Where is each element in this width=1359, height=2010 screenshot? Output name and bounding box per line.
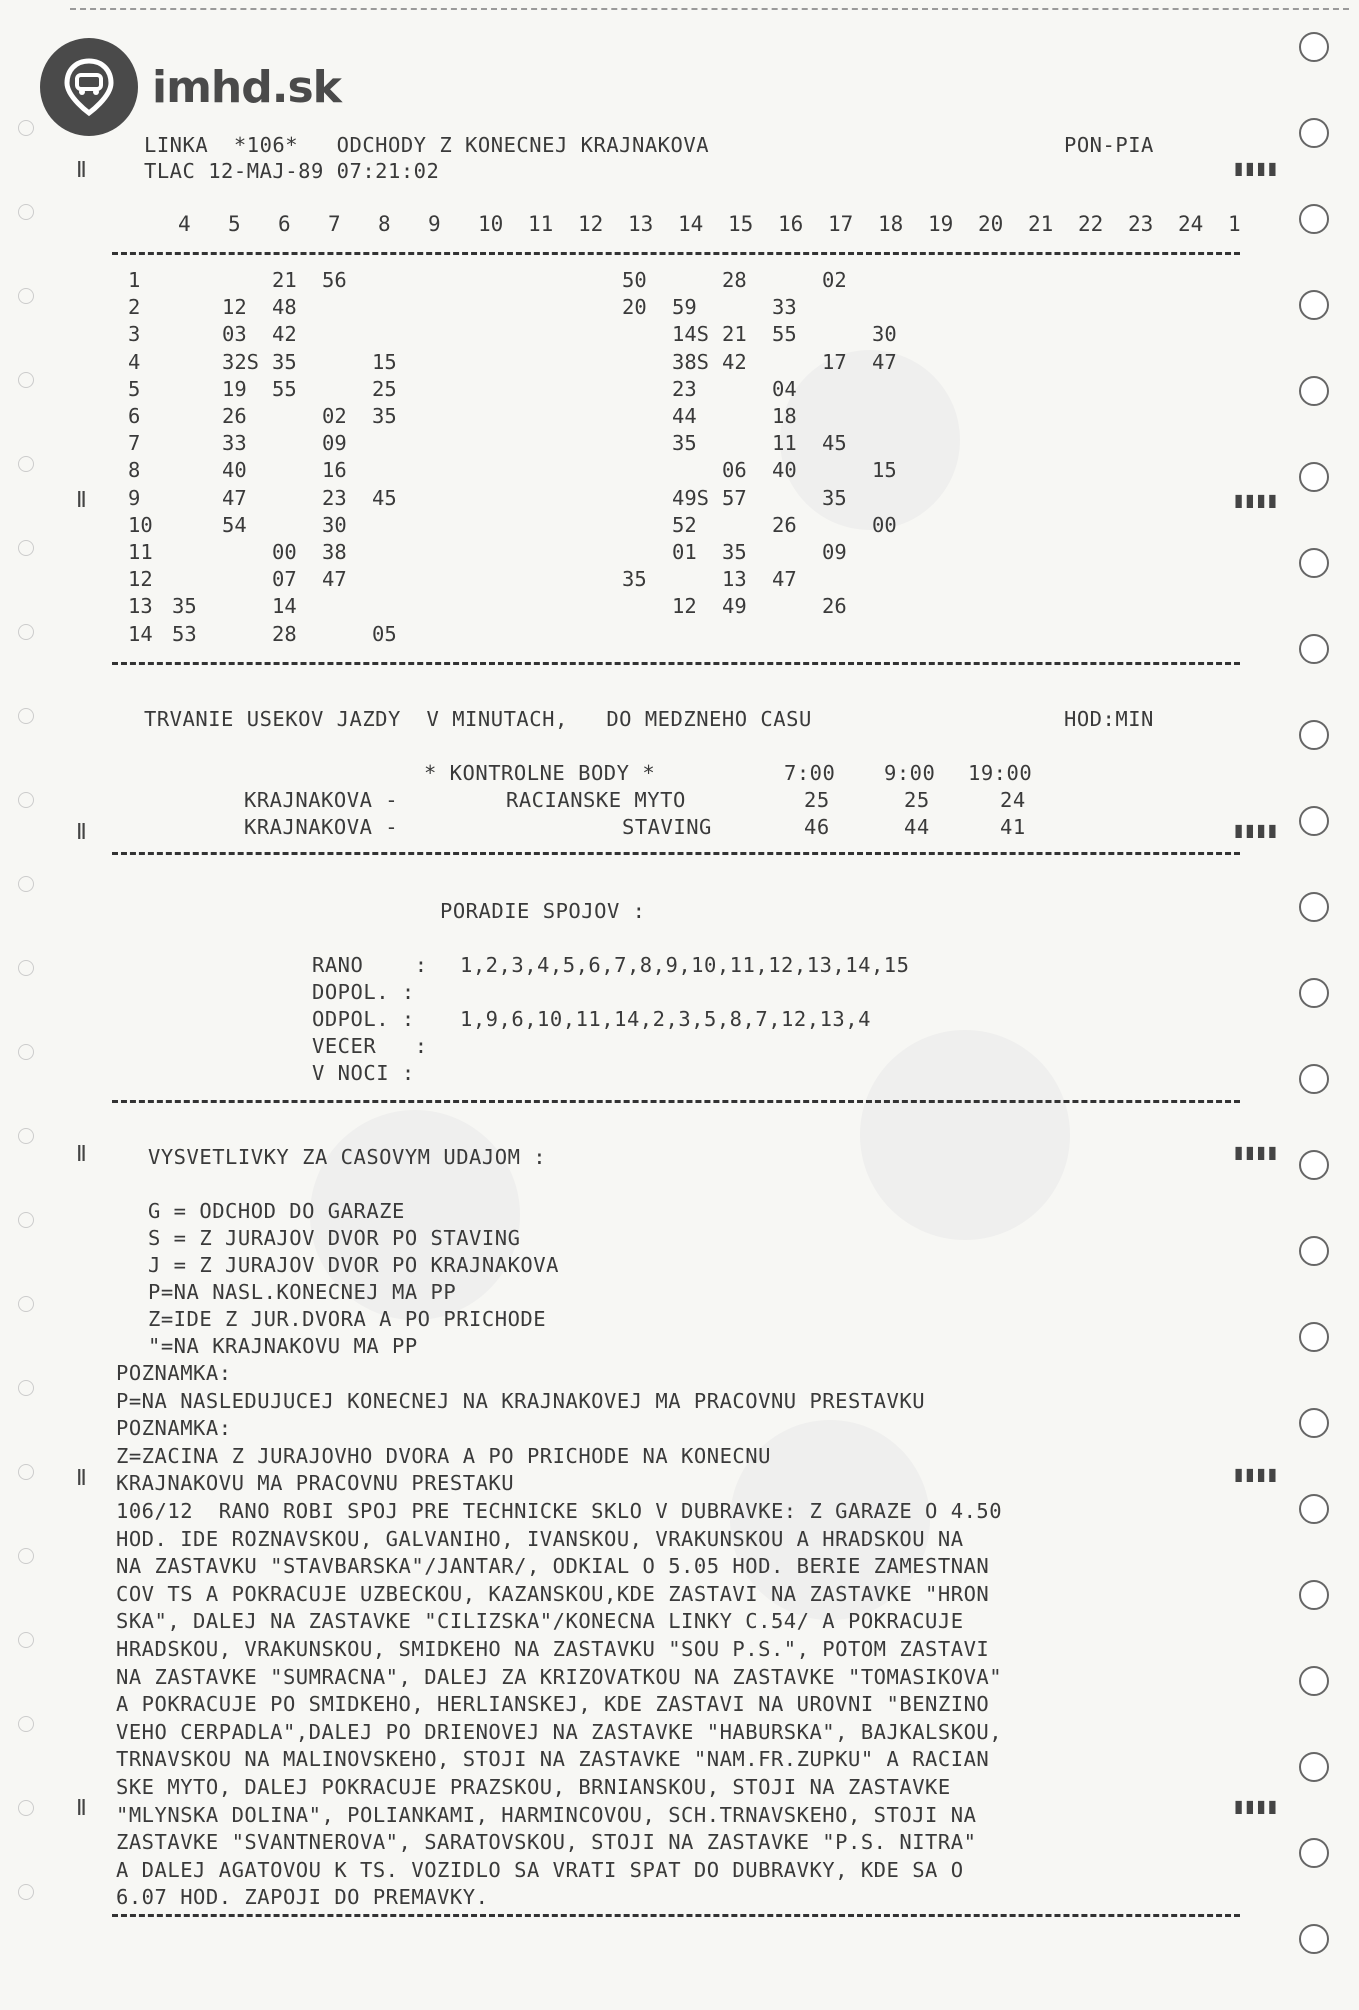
durations-unit: HOD:MIN xyxy=(1064,707,1154,731)
departure-minute: 49S xyxy=(672,485,710,510)
departure-minute: 17 xyxy=(822,349,847,374)
departure-minute: 05 xyxy=(372,621,397,646)
departure-minute: 26 xyxy=(772,512,797,537)
departure-minute: 47 xyxy=(322,567,347,592)
order-value: 1,2,3,4,5,6,7,8,9,10,11,12,13,14,15 xyxy=(460,953,910,977)
departure-minute: 14S xyxy=(672,322,710,347)
remark-line: SKA", DALEJ NA ZASTAVKE "CILIZSKA"/KONECNA LINKY C.54/ A POKRACUJE xyxy=(116,1609,964,1634)
divider xyxy=(112,252,1240,255)
departure-minute: 18 xyxy=(772,404,797,428)
remark-line: HOD. IDE ROZNAVSKOU, GALVANIHO, IVANSKOU, VRAKUNSKOU A HRADSKOU NA xyxy=(116,1526,964,1551)
remark-line: COV TS A POKRACUJE UZBECKOU, KAZANSKOU,KDE ZASTAVI NA ZASTAVKE "HRON xyxy=(116,1581,990,1606)
departure-minute: 02 xyxy=(322,404,347,428)
remark-line: 106/12 RANO ROBI SPOJ PRE TECHNICKE SKLO V DUBRAVKE: Z GARAZE O 4.50 xyxy=(116,1499,1003,1523)
hour-label: 15 xyxy=(728,212,754,236)
departure-minute: 45 xyxy=(822,431,847,456)
order-label: ODPOL. : xyxy=(312,1007,415,1031)
departure-grid xyxy=(112,212,1241,646)
divider xyxy=(112,852,1240,855)
binding-mark: Ⅱ xyxy=(76,1466,85,1491)
binding-mark: ▮▮▮▮ xyxy=(1232,488,1277,513)
divider xyxy=(112,1100,1240,1103)
binding-mark: Ⅱ xyxy=(76,820,85,845)
header-days: PON-PIA xyxy=(1064,133,1154,157)
hour-label: 24 xyxy=(1178,212,1204,236)
departure-minute: 47 xyxy=(222,485,247,510)
departure-minute: 56 xyxy=(322,268,347,292)
segment-to: RACIANSKE MYTO xyxy=(506,788,686,812)
departure-minute: 42 xyxy=(722,349,747,374)
departure-minute: 35 xyxy=(372,404,397,428)
departure-minute: 35 xyxy=(672,431,697,456)
departure-minute: 33 xyxy=(222,431,247,456)
departure-minute: 04 xyxy=(772,376,797,401)
departure-minute: 06 xyxy=(722,458,747,483)
departure-minute: 20 xyxy=(622,295,647,320)
remark-line: "MLYNSKA DOLINA", POLIANKAMI, HARMINCOVOU, SCH.TRNAVSKEHO, STOJI NA xyxy=(116,1802,977,1827)
departure-minute: 15 xyxy=(372,349,397,374)
departure-minute: 14 xyxy=(272,594,297,619)
segment-value: 25 xyxy=(904,788,930,812)
remark-line: A DALEJ AGATOVOU K TS. VOZIDLO SA VRATI SPAT DO DUBRAVKY, KDE SA O xyxy=(116,1857,964,1882)
departure-minute: 33 xyxy=(772,295,797,320)
tractor-feed-holes xyxy=(1299,32,1331,2010)
departure-minute: 15 xyxy=(872,458,897,483)
legend-item: "=NA KRAJNAKOVU MA PP xyxy=(148,1334,418,1358)
hour-label: 18 xyxy=(878,212,904,236)
run-number: 9 xyxy=(128,485,141,510)
time-col-1: 9:00 xyxy=(884,761,936,785)
legend-item: J = Z JURAJOV DVOR PO KRAJNAKOVA xyxy=(148,1253,559,1277)
segment-from: KRAJNAKOVA - xyxy=(244,788,399,812)
segment-value: 24 xyxy=(1000,788,1026,812)
binding-mark: Ⅱ xyxy=(76,158,85,183)
departure-minute: 11 xyxy=(772,431,797,456)
run-number: 5 xyxy=(128,376,141,401)
segment-from: KRAJNAKOVA - xyxy=(244,815,399,839)
departure-minute: 35 xyxy=(172,594,197,619)
remark-line: NA ZASTAVKU "STAVBARSKA"/JANTAR/, ODKIAL O 5.05 HOD. BERIE ZAMESTNAN xyxy=(116,1554,990,1579)
remark-line: ZASTAVKE "SVANTNEROVA", SARATOVSKOU, STOJI NA ZASTAVKE "P.S. NITRA" xyxy=(116,1830,977,1855)
departure-minute: 25 xyxy=(372,376,397,401)
departure-minute: 50 xyxy=(622,268,647,292)
hour-label: 13 xyxy=(628,212,654,236)
segment-value: 25 xyxy=(804,788,830,812)
hour-label: 5 xyxy=(228,212,241,236)
departure-minute: 30 xyxy=(322,512,347,537)
hour-label: 17 xyxy=(828,212,854,236)
departure-minute: 45 xyxy=(372,485,397,510)
departure-minute: 01 xyxy=(672,540,697,564)
order-value: 1,9,6,10,11,14,2,3,5,8,7,12,13,4 xyxy=(460,1007,871,1031)
print-timestamp: TLAC 12-MAJ-89 07:21:02 xyxy=(144,159,440,183)
run-number: 12 xyxy=(128,567,153,592)
departure-minute: 28 xyxy=(272,621,297,646)
notes-title: VYSVETLIVKY ZA CASOVYM UDAJOM : xyxy=(148,1145,547,1169)
departure-minute: 48 xyxy=(272,295,297,320)
departure-minute: 47 xyxy=(772,567,797,592)
remark-line: NA ZASTAVKE "SUMRACNA", DALEJ ZA KRIZOVATKOU NA ZASTAVKE "TOMASIKOVA" xyxy=(116,1664,1003,1689)
departure-minute: 30 xyxy=(872,322,897,347)
binding-mark: ▮▮▮▮ xyxy=(1232,818,1277,843)
binding-mark: ▮▮▮▮ xyxy=(1232,156,1277,181)
perforation-edge xyxy=(70,8,1349,10)
departure-minute: 38S xyxy=(672,349,710,374)
departure-minute: 26 xyxy=(822,594,847,619)
departure-minute: 19 xyxy=(222,376,247,401)
hour-label: 9 xyxy=(428,212,441,236)
binding-mark: ▮▮▮▮ xyxy=(1232,1462,1277,1487)
control-points-heading: * KONTROLNE BODY * xyxy=(424,761,656,785)
time-col-2: 19:00 xyxy=(968,761,1033,785)
run-number: 14 xyxy=(128,621,153,646)
segment-value: 46 xyxy=(804,815,830,839)
departure-minute: 49 xyxy=(722,594,747,619)
binding-mark: Ⅱ xyxy=(76,1796,85,1821)
hour-label: 19 xyxy=(928,212,954,236)
remark-line: SKE MYTO, DALEJ POKRACUJE PRAZSKOU, BRNIANSKOU, STOJI NA ZASTAVKE xyxy=(116,1775,951,1799)
departure-minute: 02 xyxy=(822,268,847,292)
legend-item: G = ODCHOD DO GARAZE xyxy=(148,1199,405,1223)
remark-line: Z=ZACINA Z JURAJOVHO DVORA A PO PRICHODE NA KONECNU xyxy=(116,1443,771,1468)
binding-mark: ▮▮▮▮ xyxy=(1232,1140,1277,1165)
remark-line: TRNAVSKOU NA MALINOVSKEHO, STOJI NA ZASTAVKE "NAM.FR.ZUPKU" A RACIAN xyxy=(116,1747,990,1772)
departure-minute: 03 xyxy=(222,322,247,347)
left-feed-holes xyxy=(18,120,34,1968)
departure-minute: 38 xyxy=(322,540,347,564)
order-label: RANO : xyxy=(312,953,428,977)
departure-minute: 47 xyxy=(872,349,897,374)
departure-minute: 09 xyxy=(322,431,347,456)
hour-label: 7 xyxy=(328,212,341,236)
legend-item: P=NA NASL.KONECNEJ MA PP xyxy=(148,1280,457,1304)
remark-line: POZNAMKA: xyxy=(116,1361,232,1385)
remark-line: VEHO CERPADLA",DALEJ PO DRIENOVEJ NA ZASTAVKE "HABURSKA", BAJKALSKOU, xyxy=(116,1719,1003,1744)
site-logo[interactable] xyxy=(40,38,341,136)
run-number: 2 xyxy=(128,295,141,320)
departure-minute: 52 xyxy=(672,512,697,537)
hour-label: 1 xyxy=(1228,212,1241,236)
departure-minute: 53 xyxy=(172,621,197,646)
departure-minute: 21 xyxy=(722,322,747,347)
hour-label: 23 xyxy=(1128,212,1154,236)
departure-minute: 32S xyxy=(222,349,260,374)
departure-minute: 21 xyxy=(272,268,297,292)
order-title: PORADIE SPOJOV : xyxy=(440,899,646,923)
run-number: 13 xyxy=(128,594,153,619)
legend-item: Z=IDE Z JUR.DVORA A PO PRICHODE xyxy=(148,1307,547,1331)
binding-mark: Ⅱ xyxy=(76,488,85,513)
order-label: DOPOL. : xyxy=(312,980,415,1004)
durations-title: TRVANIE USEKOV JAZDY V MINUTACH, DO MEDZNEHO CASU xyxy=(144,707,812,731)
run-number: 11 xyxy=(128,540,153,564)
hour-label: 21 xyxy=(1028,212,1054,236)
binding-mark: Ⅱ xyxy=(76,1142,85,1167)
hour-label: 20 xyxy=(978,212,1004,236)
remark-line: A POKRACUJE PO SMIDKEHO, HERLIANSKEJ, KDE ZASTAVI NA UROVNI "BENZINO xyxy=(116,1692,990,1717)
hour-label: 14 xyxy=(678,212,704,236)
legend-item: S = Z JURAJOV DVOR PO STAVING xyxy=(148,1226,521,1250)
departure-minute: 40 xyxy=(772,458,797,483)
run-number: 3 xyxy=(128,322,141,347)
departure-minute: 09 xyxy=(822,540,847,564)
binding-mark: ▮▮▮▮ xyxy=(1232,1794,1277,1819)
hour-label: 22 xyxy=(1078,212,1104,236)
segment-value: 41 xyxy=(1000,815,1026,839)
segment-to: STAVING xyxy=(622,815,712,839)
departure-minute: 16 xyxy=(322,458,347,483)
departure-minute: 35 xyxy=(822,485,847,510)
divider xyxy=(112,1914,1240,1917)
departure-minute: 13 xyxy=(722,567,747,592)
watermark-icon xyxy=(860,1030,1070,1240)
hour-label: 16 xyxy=(778,212,804,236)
run-number: 6 xyxy=(128,404,141,428)
departure-minute: 00 xyxy=(272,540,297,564)
departure-minute: 12 xyxy=(672,594,697,619)
order-label: V NOCI : xyxy=(312,1061,415,1085)
remark-line: 6.07 HOD. ZAPOJI DO PREMAVKY. xyxy=(116,1885,489,1910)
logo-text: imhd.sk xyxy=(152,61,341,113)
departure-minute: 23 xyxy=(672,376,697,401)
segment-value: 44 xyxy=(904,815,930,839)
departure-minute: 28 xyxy=(722,268,747,292)
departure-minute: 40 xyxy=(222,458,247,483)
run-number: 4 xyxy=(128,349,141,374)
hour-label: 4 xyxy=(178,212,191,236)
hour-label: 8 xyxy=(378,212,391,236)
departure-minute: 54 xyxy=(222,512,247,537)
departure-minute: 59 xyxy=(672,295,697,320)
departure-minute: 00 xyxy=(872,512,897,537)
departure-minute: 55 xyxy=(772,322,797,347)
hour-label: 12 xyxy=(578,212,604,236)
run-number: 8 xyxy=(128,458,141,483)
hour-label: 10 xyxy=(478,212,504,236)
departure-minute: 23 xyxy=(322,485,347,510)
remark-line: POZNAMKA: xyxy=(116,1416,232,1441)
departure-minute: 55 xyxy=(272,376,297,401)
departure-minute: 57 xyxy=(722,485,747,510)
run-number: 10 xyxy=(128,512,153,537)
departure-minute: 12 xyxy=(222,295,247,320)
hour-label: 6 xyxy=(278,212,291,236)
divider xyxy=(112,662,1240,665)
bus-pin-icon xyxy=(40,38,138,136)
departure-minute: 07 xyxy=(272,567,297,592)
departure-minute: 44 xyxy=(672,404,697,428)
remark-line: HRADSKOU, VRAKUNSKOU, SMIDKEHO NA ZASTAVKU "SOU P.S.", POTOM ZASTAVI xyxy=(116,1637,990,1661)
order-label: VECER : xyxy=(312,1034,428,1058)
remark-line: P=NA NASLEDUJUCEJ KONECNEJ NA KRAJNAKOVEJ MA PRACOVNU PRESTAVKU xyxy=(116,1388,926,1413)
departure-minute: 42 xyxy=(272,322,297,347)
header-line: LINKA *106* ODCHODY Z KONECNEJ KRAJNAKOVA xyxy=(144,133,710,157)
time-col-0: 7:00 xyxy=(784,761,836,785)
run-number: 7 xyxy=(128,431,141,456)
hour-label: 11 xyxy=(528,212,554,236)
departure-minute: 26 xyxy=(222,404,247,428)
departure-minute: 35 xyxy=(272,349,297,374)
remark-line: KRAJNAKOVU MA PRACOVNU PRESTAKU xyxy=(116,1471,515,1496)
departure-minute: 35 xyxy=(722,540,747,564)
departure-minute: 35 xyxy=(622,567,647,592)
run-number: 1 xyxy=(128,268,141,292)
